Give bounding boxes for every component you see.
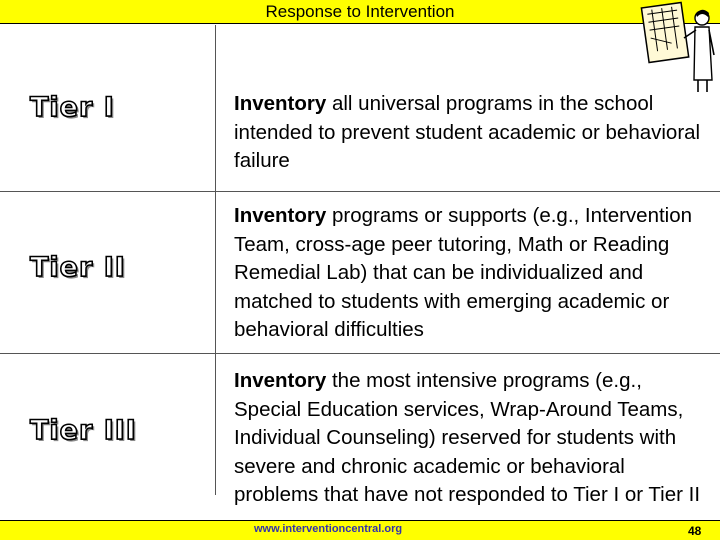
- tier-2-lead: Inventory: [234, 204, 327, 227]
- page-number: 48: [688, 524, 702, 538]
- footer-url[interactable]: www.interventioncentral.org: [254, 523, 403, 535]
- tier-3-lead: Inventory: [234, 369, 327, 392]
- tier-1-description: [234, 90, 712, 176]
- tier-1-lead: Inventory: [234, 92, 327, 115]
- teacher-at-chalkboard-icon: [640, 0, 720, 95]
- column-divider: [215, 25, 216, 495]
- tier-2-text: programs or supports (e.g., Intervention Team, cross-age peer tutoring, Math or Reading Remedial Lab) that can be individualized and matched to students with emerging academic or behavioral difficulties: [234, 204, 693, 341]
- tier-3-text: the most intensive programs (e.g., Special Education services, Wrap-Around Teams, Individual Counseling) reserved for students with severe and chronic academic or behavioral problems that have not responded to Tier I or Tier II: [234, 369, 701, 506]
- row-divider: [0, 191, 720, 192]
- row-divider: [0, 353, 720, 354]
- tier-2-label: Tier II: [30, 252, 126, 283]
- tier-3-description: [234, 367, 712, 510]
- tier-2-description: [234, 202, 712, 345]
- tier-3-label: Tier III: [30, 415, 137, 446]
- tier-1-text: all universal programs in the school intended to prevent student academic or behavioral failure: [234, 92, 701, 172]
- slide-title: Response to Intervention: [265, 2, 455, 21]
- tier-1-label: Tier I: [30, 92, 115, 123]
